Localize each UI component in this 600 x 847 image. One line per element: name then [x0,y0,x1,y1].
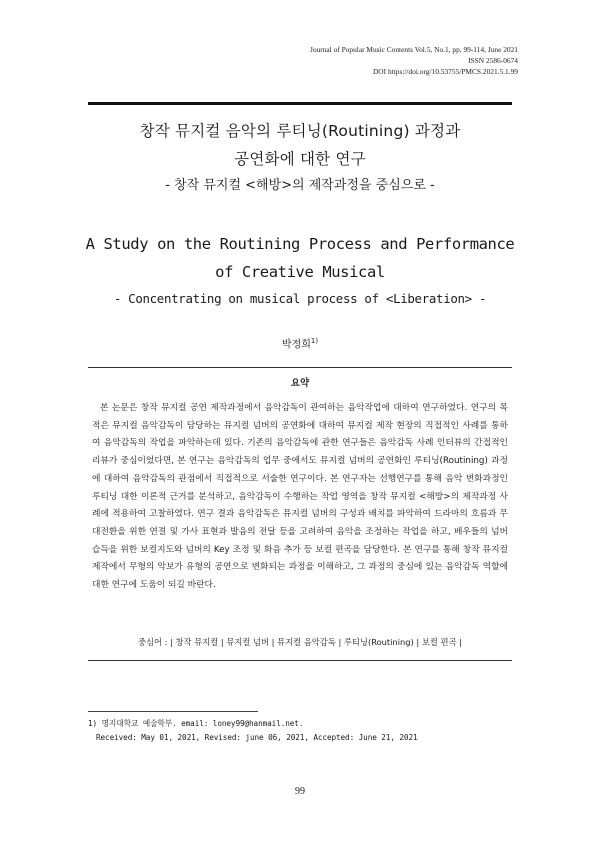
abstract-body: 본 논문은 창작 뮤지컬 공연 제작과정에서 음악감독이 관여하는 음악작업에 대하여 연구하였다. 연구의 목적은 뮤지컬 음악감독이 담당하는 뮤지컬 넘버의 공연화에 대하여 뮤지컬 제작 현장의 직접적인 사례를 통하여 음악감독의 작업을 파악하는데 있다. 기존의 음악감독에 관한 연구들은 음악감독 사례 인터뷰의 간접적인 리뷰가 중심이었다면, 본 연구는 음악감독의 업무 중에서도 뮤지컬 넘버의 공연화인 루티닝(Routining) 과정에 대하여 음악감독의 관점에서 직접적으로 서술한 연구이다. 본 연구자는 선행연구를 통해 음악 변화과정인 루티닝 대한 이론적 근거를 분석하고, 음악감독이 수행하는 작업 영역을 창작 뮤지컬 <해방>의 제작과정 사례에 적용하여 고찰하였다. 연구 결과 음악감독은 뮤지컬 넘버의 구성과 배치를 파악하여 드라마의 흐름과 무대전환을 위한 연결 및 가사 표현과 발음의 전달 등을 고려하여 음악을 조정하는 작업을 하고, 배우들의 넘버습득을 위한 보컬지도와 넘버의 Key 조정 및 화음 추가 등 보컬 편곡을 담당한다. 본 연구를 통해 창작 뮤지컬 제작에서 무형의 악보가 유형의 공연으로 변화되는 과정을 이해하고, 그 과정의 중심에 있는 음악감독 역할에 대한 연구에 도움이 되길 바란다. [92,403,508,591]
korean-title [60,117,540,173]
english-title [40,230,560,286]
top-rule [88,102,512,105]
author-name: 박정희 [281,339,311,351]
keywords: 중심어 : | 창작 뮤지컬 | 뮤지컬 넘버 | 뮤지컬 음악감독 | 루티닝(Routining) | 보컬 편곡 | [137,637,462,647]
abstract-top-rule [88,367,512,368]
footnote-rule [88,711,258,712]
journal-citation: Journal of Popular Music Contents Vol.5, No.1, pp. 99-114, June 2021 [309,45,518,54]
english-subtitle: - Concentrating on musical process of <Liberation> - [113,291,487,306]
korean-subtitle: - 창작 뮤지컬 <해방>의 제작과정을 중심으로 - [165,178,435,193]
footnote [88,717,520,744]
abstract-bottom-rule [88,660,512,661]
footnote-dates: Received: May 01, 2021, Revised: june 06, 2021, Accepted: June 21, 2021 [96,732,418,742]
doi-link[interactable]: DOI https://doi.org/10.53755/PMCS.2021.5.1.99 [372,67,518,76]
author-line [0,333,600,353]
korean-title-line-2: 공연화에 대한 연구 [234,150,366,168]
journal-header [310,44,518,77]
english-title-line-1: A Study on the Routining Process and Performance [85,235,515,253]
footnote-marker[interactable]: 1) [310,337,319,345]
english-title-line-2: of Creative Musical [215,263,385,281]
page-number: 99 [295,786,305,797]
issn: ISSN 2586-0674 [468,56,518,65]
abstract-heading: 요약 [290,378,310,389]
korean-title-line-1: 창작 뮤지컬 음악의 루티닝(Routining) 과정과 [139,122,461,140]
footnote-affiliation: 1) 명지대학교 예술학부. email: loney99@hanmail.net. [88,719,304,728]
